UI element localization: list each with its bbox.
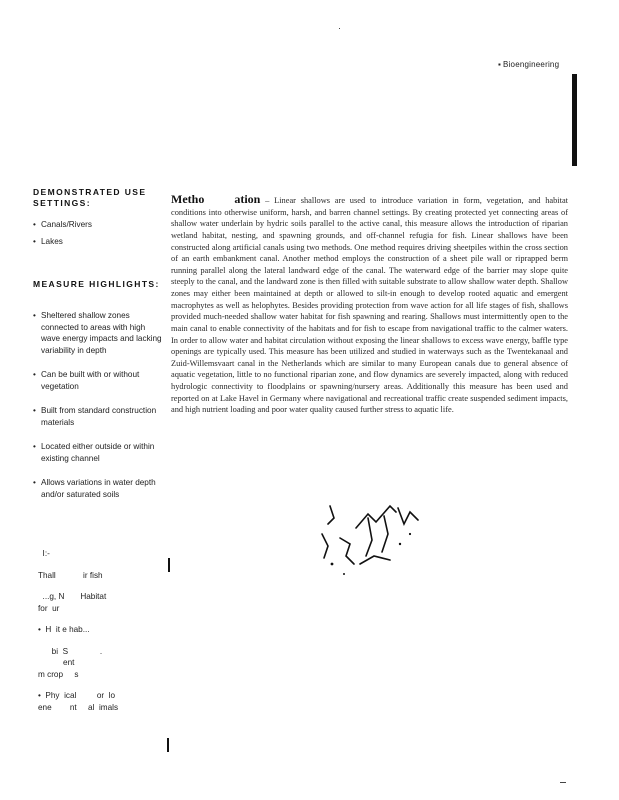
scan-speck (560, 782, 566, 783)
highlight-item: • Allows variations in water depth and/or saturated soils (33, 477, 163, 500)
highlight-item: • Can be built with or without vegetation (33, 369, 163, 392)
chapter-marker-bar (572, 74, 577, 166)
settings-list (33, 219, 163, 252)
fragment-line: ent (38, 658, 75, 667)
settings-item: • Canals/Rivers (33, 219, 163, 231)
method-title-left: Metho (171, 192, 205, 206)
fragment-line: Thall ir fish (38, 570, 103, 580)
column-tick-mark (168, 558, 170, 572)
section-header-tag: ▪ Bioengineering (498, 60, 560, 69)
highlights-list (33, 310, 163, 513)
fragment-line: m crop s (38, 669, 79, 679)
settings-item: • Lakes (33, 236, 163, 248)
measure-highlights-heading: MEASURE HIGHLIGHTS: (33, 279, 160, 289)
method-title-right: ation (234, 192, 261, 206)
method-description (171, 194, 568, 416)
highlight-item: • Located either outside or within existing channel (33, 441, 163, 464)
channel-sketch-illustration (310, 494, 430, 584)
fragment-line: I:- (38, 549, 50, 558)
column-tick-mark (167, 738, 169, 752)
fragment-line: • H it e hab... (38, 625, 90, 634)
fragment-line: bi S . (38, 646, 103, 656)
settings-heading: DEMONSTRATED USE SETTINGS: (33, 187, 147, 208)
scan-speck (339, 28, 340, 29)
fragment-line: • Phy ical or lo (38, 691, 116, 700)
section-tag-label: Bioengineering (503, 60, 560, 69)
highlight-item: • Sheltered shallow zones connected to areas with high wave energy impacts and lacking variability in depth (33, 310, 163, 356)
method-body-text: Linear shallows are used to introduce variation in form, vegetation, and habitat conditions into otherwise uniform, harsh, and barren channel settings. By creating protected yet connecting areas of shallow water underlain by hydric soils parallel to the active canal, this measure allows the introduction of riparian wetland habitat, nesting, and spawning grounds, and off-channel refugia for fish. Linear shallows have been constructed along artificial canals using two methods. One method requires driving sheetpiles within the cross section of an earth embankment canal. Another method employs the construction of a sheet pile wall or riprapped berm running parallel along the lateral landward edge of the canal. The waterward edge of the barrier may slope quite steeply to the canal, and the landward zone is then filled with suitable substrate to allow shallow water depth. Shallow zones may either been maintained at depth or allowed to silt-in enough to develop rooted aquatic and emergent macrophytes as well as helophytes. Besides providing protection from wave action for all life stages of fish, shallows provided much-needed shallow water habitat for fish spawning and rearing. Shallows must intermittently open to the main canal to enable connectivity of the habitats and for fish to escape from navigational traffic to the calmer waters. In order to allow water and habitat circulation without exposing the linear shallows to excess wave energy, baffle type openings are typically used. This measure has been utilized and studied in waterways such as the Twentekanaal and Zuid-Willemsvaart canal in the Netherlands which are similar to many European canals due to general absence of aquatic vegetation, little to no functional riparian zone, and flow dynamics are severely impacted, along with reduced hydrologic connectivity to floodplains or spawning/nursery areas. Additionally this measure has been used and reported on at Lake Havel in Germany where navigational and recreational traffic create suspended sediment impacts, and high nutrient loading and poor water quality caused further stress to aquatic life. (171, 196, 569, 415)
fragment-line: for ur (38, 603, 60, 613)
sidebar-fragment-text (38, 548, 168, 713)
fragment-line: ene nt al imals (38, 702, 119, 712)
highlight-item: • Built from standard construction materials (33, 405, 163, 428)
title-dash: – (260, 196, 275, 205)
fragment-line: ...g, N Habitat (38, 592, 107, 601)
